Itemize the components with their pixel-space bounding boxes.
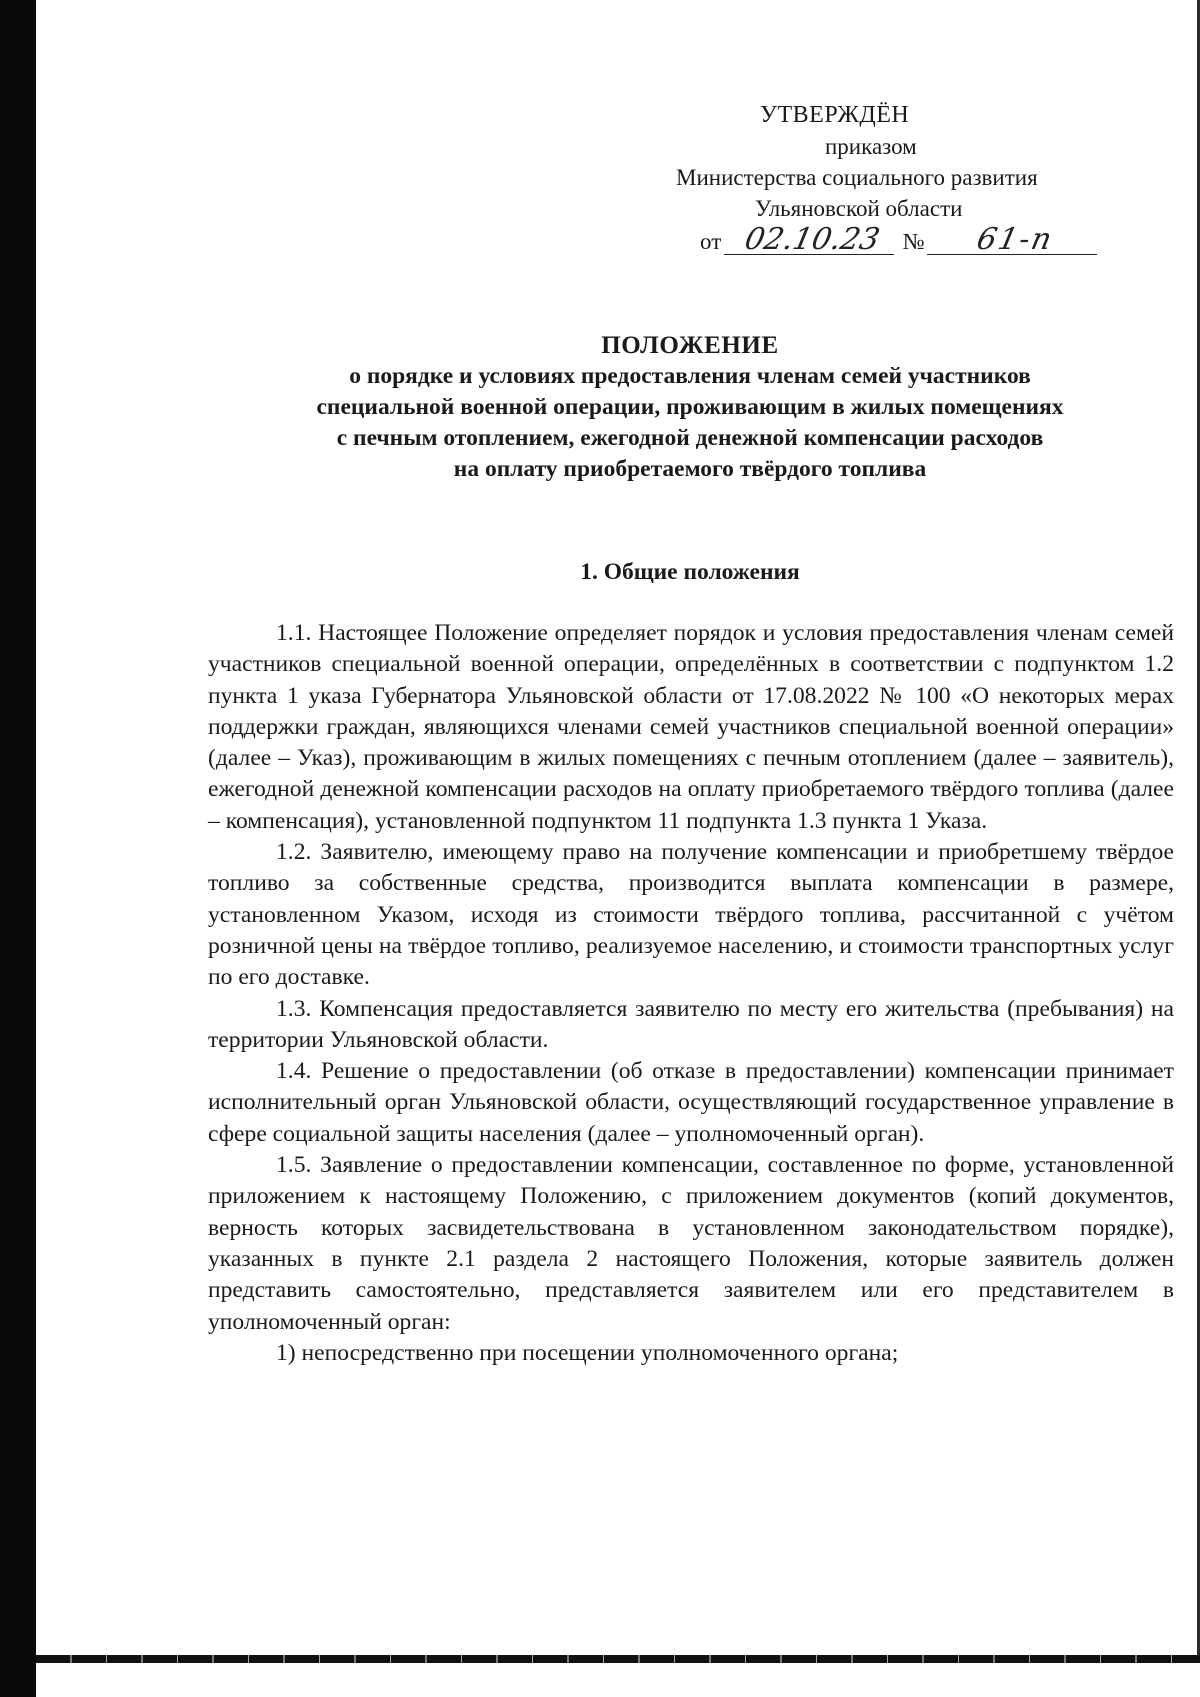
date-prefix: от <box>700 229 722 254</box>
title-line: специальной военной операции, проживающим в жилых помещениях <box>316 394 1064 420</box>
paragraph: 1.4. Решение о предоставлении (об отказе в предоставлении) компенсации принимает исполнительный орган Ульяновской области, осуществляющий государственное управление в сфере социальной защиты населения (далее – уполномоченный орган). <box>208 1058 1174 1147</box>
paragraph: 1.5. Заявление о предоставлении компенсации, составленное по форме, установленной приложением к настоящему Положению, с приложением документов (копий документов, верность которых засвидетельствована в установленном законодательством порядке), указанных в пункте 2.1 раздела 2 настоящего Положения, которые заявитель должен представить самостоятельно, представляется заявителем или его представителем в уполномоченный орган: <box>208 1152 1174 1335</box>
approval-ministry: Министерства социального развития <box>676 165 1038 190</box>
document-title-block <box>200 330 1180 485</box>
handwritten-number: 61-п <box>927 226 1103 255</box>
approval-region: Ульяновской области <box>755 196 963 221</box>
paragraph: 1.3. Компенсация предоставляется заявителю по месту его жительства (пребывания) на территории Ульяновской области. <box>208 995 1174 1053</box>
paragraph: 1.1. Настоящее Положение определяет порядок и условия предоставления членам семей участников специальной военной операции, определённых в соответствии с подпунктом 1.2 пункта 1 указа Губернатора Ульяновской области от 17.08.2022 № 100 «О некоторых мерах поддержки граждан, являющихся членами семей участников специальной военной операции» (далее – Указ), проживающим в жилых помещениях с печным отоплением (далее – заявитель), ежегодной денежной компенсации расходов на оплату приобретаемого твёрдого топлива (далее – компенсация), установленной подпунктом 11 подпункта 1.3 пункта 1 Указа. <box>208 620 1174 834</box>
number-prefix: № <box>902 229 925 254</box>
scan-margin-bottom <box>36 1663 1200 1697</box>
approval-block <box>676 100 1170 257</box>
paragraph: 1) непосредственно при посещении уполномоченного органа; <box>276 1339 899 1366</box>
title-line: с печным отоплением, ежегодной денежной компенсации расходов <box>336 425 1044 451</box>
scan-border-left <box>0 0 36 1697</box>
approval-date-number-line <box>700 222 1170 257</box>
section-heading: 1. Общие положения <box>580 559 800 585</box>
paragraph: 1.2. Заявителю, имеющему право на получение компенсации и приобретшему твёрдое топливо за собственные средства, производится выплата компенсации в размере, установленном Указом, исходя из стоимости твёрдого топлива, рассчитанной с учётом розничной цены на твёрдое топливо, реализуемое населению, и стоимости транспортных услуг по его доставке. <box>208 839 1174 991</box>
title-line: о порядке и условиях предоставления членам семей участников <box>349 363 1031 389</box>
document-body <box>208 618 1174 1369</box>
document-title: ПОЛОЖЕНИЕ <box>601 332 779 359</box>
approval-heading: УТВЕРЖДЁН <box>760 102 910 128</box>
approval-by-order: приказом <box>825 134 917 159</box>
title-line: на оплату приобретаемого твёрдого топлива <box>453 456 927 482</box>
handwritten-date: 02.10.23 <box>724 226 900 255</box>
scan-border-bottom <box>36 1655 1200 1663</box>
